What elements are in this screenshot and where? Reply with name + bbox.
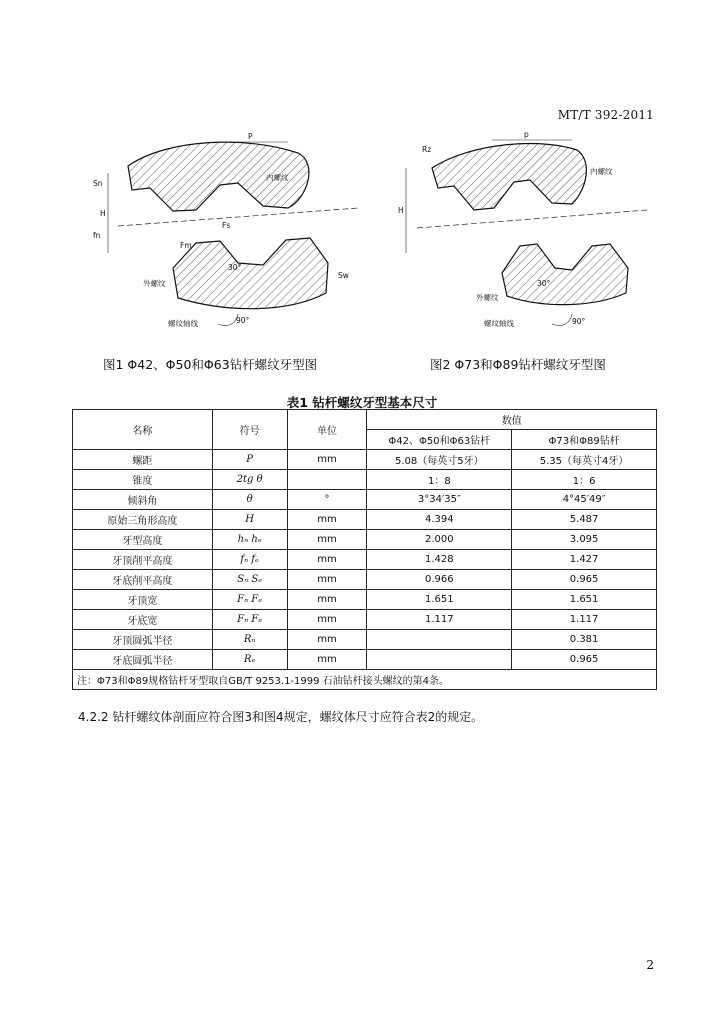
internal-thread-section bbox=[432, 144, 586, 210]
thread-parameter-table bbox=[72, 409, 657, 690]
fm-label: Fm bbox=[180, 241, 192, 250]
row-symbol: Rₙ bbox=[212, 630, 287, 650]
row-name: 倾斜角 bbox=[73, 490, 213, 510]
row-value-b: 1.117 bbox=[512, 610, 657, 630]
row-value-a: 1.651 bbox=[367, 590, 512, 610]
thread-profile-figure-2 bbox=[392, 128, 654, 340]
row-value-b: 1：6 bbox=[512, 470, 657, 490]
fn-label: fn bbox=[93, 231, 101, 240]
thread-profile-drawing-1 bbox=[88, 128, 368, 340]
row-symbol: Rₑ bbox=[212, 650, 287, 670]
row-value-a bbox=[367, 650, 512, 670]
figure-2-caption: 图2 Φ73和Φ89钻杆螺纹牙型图 bbox=[430, 357, 606, 372]
row-symbol: Sₙ Sₑ bbox=[212, 570, 287, 590]
row-symbol: hₙ hₑ bbox=[212, 530, 287, 550]
table-note: 注：Φ73和Φ89规格钻杆牙型取自GB/T 9253.1-1999 石油钻杆接头螺纹的第4条。 bbox=[73, 670, 657, 690]
table-row bbox=[73, 510, 657, 530]
row-value-a: 1.428 bbox=[367, 550, 512, 570]
row-value-b: 3.095 bbox=[512, 530, 657, 550]
thread-axis-label: 螺纹轴线 bbox=[168, 319, 198, 328]
table-title: 表1 钻杆螺纹牙型基本尺寸 bbox=[286, 395, 438, 410]
height-label: H bbox=[100, 209, 106, 218]
height-label: H bbox=[398, 206, 404, 215]
row-symbol: H bbox=[212, 510, 287, 530]
table-row bbox=[73, 550, 657, 570]
sw-label: Sw bbox=[338, 271, 349, 280]
pitch-label: P bbox=[248, 132, 253, 141]
table-row bbox=[73, 490, 657, 510]
row-name: 螺距 bbox=[73, 450, 213, 470]
row-unit: mm bbox=[287, 630, 367, 650]
row-value-b: 0.965 bbox=[512, 570, 657, 590]
row-value-a: 4.394 bbox=[367, 510, 512, 530]
thread-profile-figure-1 bbox=[88, 128, 368, 340]
row-value-b: 5.487 bbox=[512, 510, 657, 530]
row-unit: mm bbox=[287, 550, 367, 570]
row-unit bbox=[287, 470, 367, 490]
angle-30-label: 30° bbox=[537, 279, 551, 288]
row-value-b: 0.965 bbox=[512, 650, 657, 670]
thread-profile-drawing-2 bbox=[392, 128, 654, 340]
row-name: 牙底削平高度 bbox=[73, 570, 213, 590]
row-unit: mm bbox=[287, 450, 367, 470]
row-value-b: 5.35（每英寸4牙） bbox=[512, 450, 657, 470]
header-symbol: 符号 bbox=[212, 410, 287, 450]
row-unit: mm bbox=[287, 510, 367, 530]
row-value-b: 1.651 bbox=[512, 590, 657, 610]
row-symbol: Fₙ Fₑ bbox=[212, 610, 287, 630]
row-symbol: fₙ fₑ bbox=[212, 550, 287, 570]
row-value-b: 4°45′49″ bbox=[512, 490, 657, 510]
row-value-a bbox=[367, 630, 512, 650]
row-name: 牙顶削平高度 bbox=[73, 550, 213, 570]
row-unit: mm bbox=[287, 570, 367, 590]
angle-30-label: 30° bbox=[228, 263, 242, 272]
row-symbol: Fₙ Fₑ bbox=[212, 590, 287, 610]
angle-90-label: 90° bbox=[572, 317, 586, 326]
page-number: 2 bbox=[646, 958, 654, 972]
table-row bbox=[73, 650, 657, 670]
row-name: 锥度 bbox=[73, 470, 213, 490]
table-row bbox=[73, 630, 657, 650]
row-name: 牙型高度 bbox=[73, 530, 213, 550]
table-row bbox=[73, 610, 657, 630]
row-unit: mm bbox=[287, 610, 367, 630]
figure-1-caption: 图1 Φ42、Φ50和Φ63钻杆螺纹牙型图 bbox=[103, 357, 318, 372]
table-row bbox=[73, 450, 657, 470]
angle-90-label: 90° bbox=[236, 316, 250, 325]
sn-label: Sn bbox=[93, 179, 103, 188]
external-thread-label: 外螺纹 bbox=[476, 293, 499, 302]
external-thread-section bbox=[502, 244, 628, 305]
row-symbol: θ bbox=[212, 490, 287, 510]
row-value-a: 1：8 bbox=[367, 470, 512, 490]
row-value-a: 0.966 bbox=[367, 570, 512, 590]
row-name: 牙底宽 bbox=[73, 610, 213, 630]
header-col-a: Φ42、Φ50和Φ63钻杆 bbox=[367, 430, 512, 450]
header-name: 名称 bbox=[73, 410, 213, 450]
row-unit: mm bbox=[287, 530, 367, 550]
row-symbol: 2tg θ bbox=[212, 470, 287, 490]
table-row bbox=[73, 530, 657, 550]
row-symbol: P bbox=[212, 450, 287, 470]
internal-thread-label: 内螺纹 bbox=[266, 173, 289, 182]
row-value-a: 2.000 bbox=[367, 530, 512, 550]
external-thread-section bbox=[173, 238, 328, 309]
header-col-b: Φ73和Φ89钻杆 bbox=[512, 430, 657, 450]
row-unit: mm bbox=[287, 650, 367, 670]
table-body bbox=[73, 450, 657, 670]
header-values: 数值 bbox=[367, 410, 657, 430]
row-unit: ° bbox=[287, 490, 367, 510]
thread-axis-label: 螺纹轴线 bbox=[484, 319, 514, 328]
row-unit: mm bbox=[287, 590, 367, 610]
row-name: 牙底圆弧半径 bbox=[73, 650, 213, 670]
pitch-label: p bbox=[524, 130, 529, 139]
table-row bbox=[73, 590, 657, 610]
external-thread-label: 外螺纹 bbox=[143, 279, 166, 288]
row-name: 原始三角形高度 bbox=[73, 510, 213, 530]
row-value-b: 0.381 bbox=[512, 630, 657, 650]
standard-code: MT/T 392-2011 bbox=[557, 108, 654, 122]
table-row bbox=[73, 470, 657, 490]
row-value-b: 1.427 bbox=[512, 550, 657, 570]
row-value-a: 1.117 bbox=[367, 610, 512, 630]
internal-thread-label: 内螺纹 bbox=[590, 167, 613, 176]
header-unit: 单位 bbox=[287, 410, 367, 450]
fs-label: Fs bbox=[222, 221, 231, 230]
body-paragraph: 4.2.2 钻杆螺纹体剖面应符合图3和图4规定，螺纹体尺寸应符合表2的规定。 bbox=[78, 710, 484, 724]
row-name: 牙顶宽 bbox=[73, 590, 213, 610]
rz-label: Rz bbox=[422, 145, 432, 154]
table-row bbox=[73, 570, 657, 590]
row-value-a: 3°34′35″ bbox=[367, 490, 512, 510]
row-value-a: 5.08（每英寸5牙） bbox=[367, 450, 512, 470]
row-name: 牙顶圆弧半径 bbox=[73, 630, 213, 650]
